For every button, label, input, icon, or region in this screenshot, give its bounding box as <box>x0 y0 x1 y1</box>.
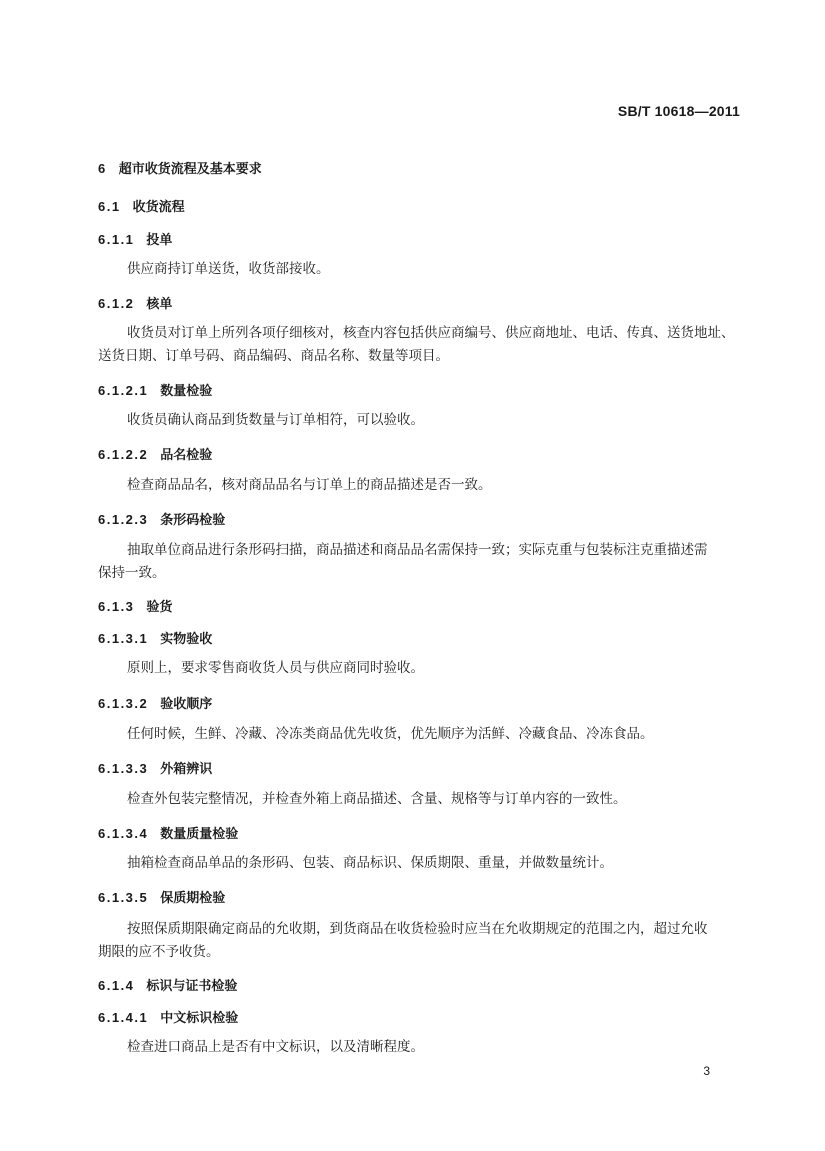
section-heading <box>98 628 212 647</box>
section-heading <box>98 596 172 615</box>
section-number: 6.1.4 <box>98 978 135 993</box>
section-number: 6.1.2.3 <box>98 512 149 527</box>
section-title: 核单 <box>146 297 173 312</box>
paragraph <box>98 657 741 680</box>
section-heading <box>98 380 212 399</box>
section-number: 6.1.3.4 <box>98 826 149 841</box>
paragraph-line: 原则上，要求零售商收货人员与供应商同时验收。 <box>127 660 424 676</box>
section-number: 6.1.3.2 <box>98 696 149 711</box>
section-title: 保质期检验 <box>160 891 226 906</box>
paragraph <box>98 788 741 811</box>
section-number: 6.1.3.5 <box>98 890 149 905</box>
section-title: 验收顺序 <box>160 697 213 712</box>
section-heading <box>98 444 212 463</box>
section-title: 数量质量检验 <box>160 827 239 842</box>
section-heading <box>98 509 225 528</box>
paragraph-line: 期限的应不予收货。 <box>98 944 220 960</box>
section-heading <box>98 693 212 712</box>
paragraph-line: 保持一致。 <box>98 565 166 581</box>
paragraph-line: 任何时候，生鲜、冷藏、冷冻类商品优先收货，优先顺序为活鲜、冷藏食品、冷冻食品。 <box>127 726 654 742</box>
section-heading <box>98 758 212 777</box>
section-heading <box>98 293 172 312</box>
section-heading <box>98 1007 238 1026</box>
page-number: 3 <box>703 1064 710 1078</box>
paragraph <box>98 852 741 875</box>
paragraph <box>98 723 741 746</box>
paragraph-line: 收货员确认商品到货数量与订单相符，可以验收。 <box>127 412 424 428</box>
section-title: 品名检验 <box>160 448 213 463</box>
section-heading <box>98 158 262 177</box>
section-title: 实物验收 <box>160 632 213 647</box>
section-title: 投单 <box>146 233 173 248</box>
section-title: 数量检验 <box>160 384 213 399</box>
paragraph <box>98 409 741 432</box>
paragraph-line: 抽取单位商品进行条形码扫描，商品描述和商品品名需保持一致；实际克重与包装标注克重描述需 <box>127 542 708 558</box>
section-number: 6.1.2.2 <box>98 447 149 462</box>
section-heading <box>98 196 185 215</box>
section-heading <box>98 229 172 248</box>
paragraph-line: 按照保质期限确定商品的允收期，到货商品在收货检验时应当在允收期规定的范围之内，超过允收 <box>127 921 708 937</box>
section-number: 6.1.2.1 <box>98 383 149 398</box>
paragraph <box>98 918 741 964</box>
section-title: 中文标识检验 <box>160 1011 239 1026</box>
section-title: 超市收货流程及基本要求 <box>118 162 262 177</box>
section-title: 收货流程 <box>132 200 185 215</box>
paragraph-line: 收货员对订单上所列各项仔细核对，核查内容包括供应商编号、供应商地址、电话、传真、送货地址、 <box>127 325 735 341</box>
section-number: 6.1.4.1 <box>98 1010 149 1025</box>
paragraph-line: 检查进口商品上是否有中文标识，以及清晰程度。 <box>127 1039 424 1055</box>
section-title: 外箱辨识 <box>160 762 213 777</box>
paragraph <box>98 258 741 281</box>
section-number: 6.1 <box>98 199 121 214</box>
section-heading <box>98 975 237 994</box>
section-number: 6.1.1 <box>98 232 135 247</box>
paragraph-line: 抽箱检查商品单品的条形码、包装、商品标识、保质期限、重量，并做数量统计。 <box>127 855 613 871</box>
section-number: 6.1.3.1 <box>98 631 149 646</box>
paragraph-line: 检查商品品名，核对商品品名与订单上的商品描述是否一致。 <box>127 477 492 493</box>
paragraph <box>98 1036 741 1059</box>
paragraph-line: 供应商持订单送货，收货部接收。 <box>127 261 330 277</box>
section-number: 6.1.3.3 <box>98 761 149 776</box>
section-title: 验货 <box>146 600 173 615</box>
section-heading <box>98 823 238 842</box>
paragraph-line: 送货日期、订单号码、商品编码、商品名称、数量等项目。 <box>98 348 449 364</box>
paragraph <box>98 539 741 585</box>
section-title: 标识与证书检验 <box>146 979 238 994</box>
paragraph <box>98 322 741 368</box>
section-heading <box>98 887 225 906</box>
paragraph <box>98 474 741 497</box>
section-number: 6 <box>98 161 107 176</box>
standard-code: SB/T 10618—2011 <box>617 103 740 119</box>
section-number: 6.1.3 <box>98 599 135 614</box>
paragraph-line: 检查外包装完整情况，并检查外箱上商品描述、含量、规格等与订单内容的一致性。 <box>127 791 627 807</box>
section-number: 6.1.2 <box>98 296 135 311</box>
section-title: 条形码检验 <box>160 513 226 528</box>
